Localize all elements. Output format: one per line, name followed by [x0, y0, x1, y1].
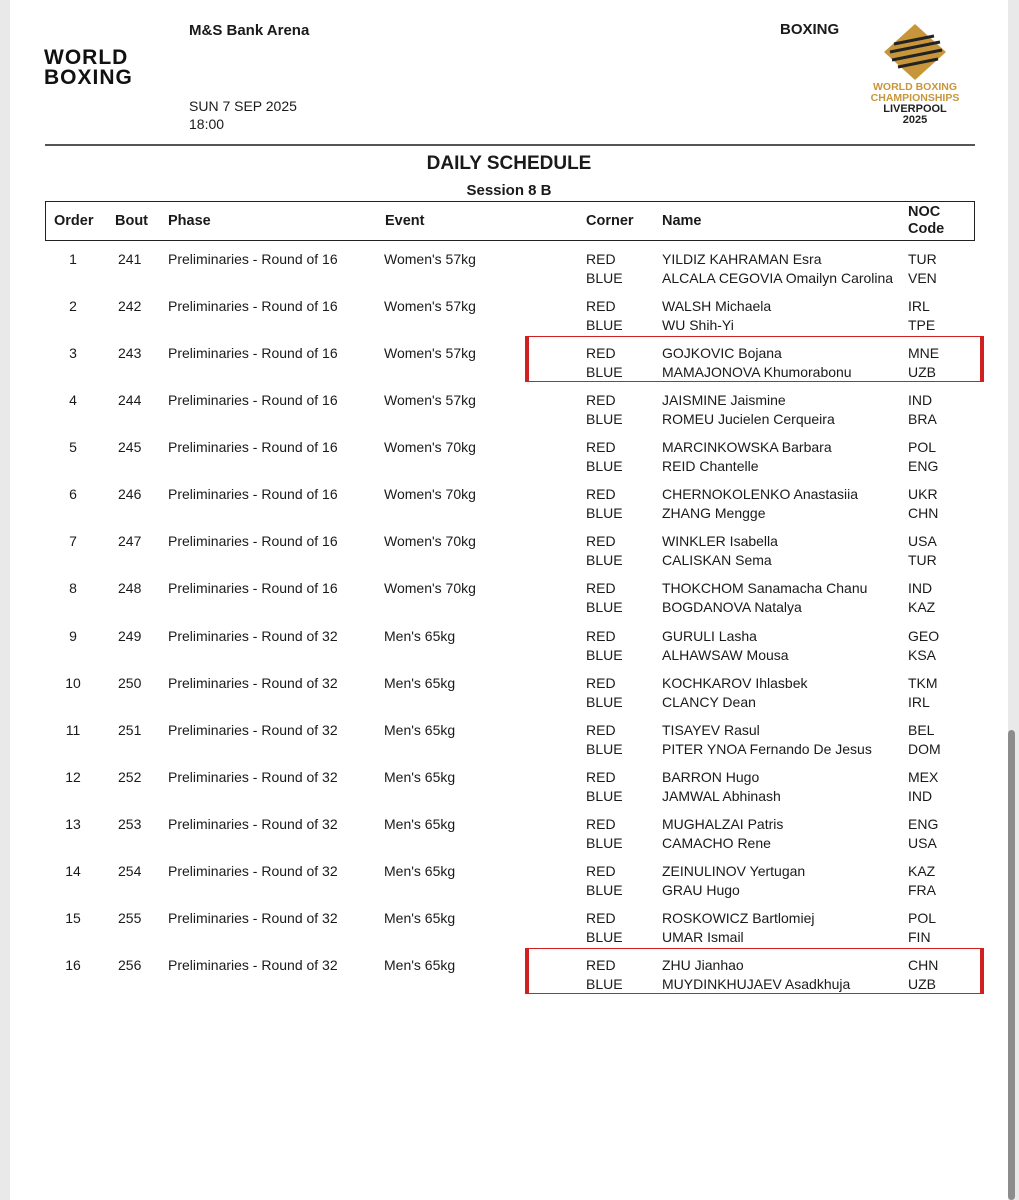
cell-red-corner: RED	[586, 674, 616, 691]
cell-order: 14	[65, 862, 81, 879]
cell-red-corner: RED	[586, 627, 616, 644]
event-time: 18:00	[189, 116, 225, 132]
highlight-box	[525, 336, 984, 382]
cell-blue-noc: CHN	[908, 505, 939, 522]
cell-blue-corner: BLUE	[586, 693, 623, 710]
cell-bout: 247	[118, 533, 142, 550]
event-date: SUN 7 SEP 2025	[189, 98, 297, 114]
schedule-page	[10, 0, 1008, 1200]
col-bout: Bout	[115, 213, 149, 229]
cell-phase: Preliminaries - Round of 16	[168, 580, 338, 597]
cell-blue-corner: BLUE	[586, 458, 623, 475]
cell-event: Women's 57kg	[384, 392, 476, 409]
cell-bout: 243	[118, 345, 142, 362]
cell-bout: 251	[118, 721, 142, 738]
cell-event: Women's 70kg	[384, 486, 476, 503]
cell-red-noc: IND	[908, 392, 933, 409]
cell-phase: Preliminaries - Round of 16	[168, 298, 338, 315]
cell-blue-noc: IRL	[908, 693, 930, 710]
cell-phase: Preliminaries - Round of 16	[168, 439, 338, 456]
cell-blue-name: CALISKAN Sema	[662, 552, 772, 569]
championship-year: 2025	[902, 114, 928, 126]
cell-red-name: THOKCHOM Sanamacha Chanu	[662, 580, 868, 597]
cell-order: 6	[69, 486, 77, 503]
cell-order: 5	[69, 439, 77, 456]
cell-blue-name: CAMACHO Rene	[662, 834, 771, 851]
cell-red-corner: RED	[586, 909, 616, 926]
cell-bout: 250	[118, 674, 142, 691]
cell-phase: Preliminaries - Round of 32	[168, 721, 338, 738]
col-noc-code: Code	[908, 221, 945, 237]
cell-event: Women's 57kg	[384, 251, 476, 267]
cell-order: 15	[65, 909, 81, 926]
championship-line-1: WORLD BOXING	[873, 81, 957, 93]
cell-red-name: JAISMINE Jaismine	[662, 392, 786, 409]
cell-event: Men's 65kg	[384, 862, 456, 879]
cell-red-noc: IND	[908, 580, 933, 597]
logo-line-1: WORLD	[44, 46, 129, 69]
cell-bout: 248	[118, 580, 142, 597]
cell-blue-corner: BLUE	[586, 928, 623, 945]
cell-red-name: GOJKOVIC Bojana	[662, 345, 782, 362]
cell-red-noc: IRL	[908, 298, 930, 315]
cell-blue-noc: FRA	[908, 881, 936, 898]
cell-red-corner: RED	[586, 768, 616, 785]
cell-event: Women's 70kg	[384, 533, 476, 550]
cell-phase: Preliminaries - Round of 32	[168, 768, 338, 785]
cell-blue-name: MUYDINKHUJAEV Asadkhuja	[662, 976, 851, 993]
championship-line-2: CHAMPIONSHIPS	[870, 92, 960, 104]
cell-blue-corner: BLUE	[586, 317, 623, 334]
col-order: Order	[54, 213, 94, 229]
championship-emblem-icon	[860, 22, 970, 82]
highlight-box	[525, 948, 984, 994]
cell-blue-noc: USA	[908, 834, 937, 851]
cell-blue-noc: KAZ	[908, 599, 936, 616]
cell-red-corner: RED	[586, 298, 616, 315]
cell-order: 4	[69, 392, 77, 409]
cell-bout: 245	[118, 439, 142, 456]
cell-phase: Preliminaries - Round of 32	[168, 627, 338, 644]
cell-red-noc: GEO	[908, 627, 940, 644]
cell-order: 3	[69, 345, 77, 362]
cell-red-name: TISAYEV Rasul	[662, 721, 760, 738]
cell-blue-name: GRAU Hugo	[662, 881, 740, 898]
cell-event: Men's 65kg	[384, 768, 456, 785]
cell-phase: Preliminaries - Round of 16	[168, 486, 338, 503]
cell-order: 8	[69, 580, 77, 597]
cell-red-noc: MEX	[908, 768, 939, 785]
cell-phase: Preliminaries - Round of 16	[168, 392, 338, 409]
cell-phase: Preliminaries - Round of 32	[168, 862, 338, 879]
cell-blue-name: CLANCY Dean	[662, 693, 756, 710]
championship-title	[860, 82, 970, 104]
cell-blue-corner: BLUE	[586, 505, 623, 522]
cell-blue-name: WU Shih-Yi	[662, 317, 734, 334]
cell-order: 1	[69, 251, 77, 267]
cell-blue-corner: BLUE	[586, 834, 623, 851]
cell-red-corner: RED	[586, 486, 616, 503]
cell-blue-noc: TPE	[908, 317, 936, 334]
cell-red-noc: TUR	[908, 251, 937, 267]
cell-red-corner: RED	[586, 957, 616, 974]
col-phase: Phase	[168, 213, 211, 229]
cell-bout: 254	[118, 862, 142, 879]
cell-phase: Preliminaries - Round of 16	[168, 251, 338, 267]
cell-order: 13	[65, 815, 81, 832]
col-corner: Corner	[586, 213, 634, 229]
cell-bout: 256	[118, 957, 142, 974]
session-label: Session 8 B	[466, 182, 552, 199]
cell-blue-noc: TUR	[908, 552, 937, 569]
cell-red-corner: RED	[586, 862, 616, 879]
cell-blue-name: ALHAWSAW Mousa	[662, 646, 789, 663]
cell-red-corner: RED	[586, 815, 616, 832]
cell-blue-corner: BLUE	[586, 740, 623, 757]
cell-event: Men's 65kg	[384, 909, 456, 926]
cell-red-name: ROSKOWICZ Bartlomiej	[662, 909, 815, 926]
cell-event: Men's 65kg	[384, 674, 456, 691]
cell-red-name: CHERNOKOLENKO Anastasiia	[662, 486, 859, 503]
cell-phase: Preliminaries - Round of 16	[168, 533, 338, 550]
championship-logo	[860, 22, 970, 132]
cell-bout: 241	[118, 251, 142, 267]
cell-red-name: WINKLER Isabella	[662, 533, 778, 550]
cell-event: Women's 70kg	[384, 580, 476, 597]
cell-blue-noc: UZB	[908, 364, 936, 381]
cell-order: 2	[69, 298, 77, 315]
cell-blue-corner: BLUE	[586, 787, 623, 804]
cell-red-name: KOCHKAROV Ihlasbek	[662, 674, 808, 691]
cell-blue-noc: VEN	[908, 270, 937, 286]
cell-blue-corner: BLUE	[586, 552, 623, 569]
cell-blue-name: ALCALA CEGOVIA Omailyn Carolina	[662, 270, 894, 286]
cell-bout: 244	[118, 392, 142, 409]
cell-blue-noc: BRA	[908, 411, 937, 428]
cell-bout: 242	[118, 298, 142, 315]
cell-red-corner: RED	[586, 721, 616, 738]
cell-red-name: BARRON Hugo	[662, 768, 760, 785]
cell-blue-corner: BLUE	[586, 270, 623, 286]
cell-bout: 246	[118, 486, 142, 503]
cell-red-name: ZHU Jianhao	[662, 957, 744, 974]
cell-event: Men's 65kg	[384, 815, 456, 832]
cell-blue-corner: BLUE	[586, 411, 623, 428]
cell-blue-name: BOGDANOVA Natalya	[662, 599, 802, 616]
cell-red-corner: RED	[586, 439, 616, 456]
cell-red-name: MUGHALZAI Patris	[662, 815, 784, 832]
cell-red-corner: RED	[586, 580, 616, 597]
cell-blue-noc: KSA	[908, 646, 937, 663]
cell-blue-name: PITER YNOA Fernando De Jesus	[662, 740, 872, 757]
cell-red-noc: TKM	[908, 674, 938, 691]
cell-blue-noc: IND	[908, 787, 933, 804]
cell-blue-noc: FIN	[908, 928, 931, 945]
cell-blue-noc: UZB	[908, 976, 936, 993]
cell-red-noc: MNE	[908, 345, 940, 362]
table-header	[45, 201, 975, 241]
cell-red-noc: POL	[908, 909, 937, 926]
cell-order: 7	[69, 533, 77, 550]
cell-red-corner: RED	[586, 345, 616, 362]
championship-city: LIVERPOOL	[883, 103, 947, 115]
cell-red-noc: USA	[908, 533, 937, 550]
cell-event: Women's 57kg	[384, 345, 476, 362]
cell-blue-name: REID Chantelle	[662, 458, 759, 475]
cell-event: Women's 70kg	[384, 439, 476, 456]
cell-event: Men's 65kg	[384, 721, 456, 738]
cell-red-name: MARCINKOWSKA Barbara	[662, 439, 832, 456]
cell-blue-name: MAMAJONOVA Khumorabonu	[662, 364, 852, 381]
col-noc: NOC	[908, 204, 941, 220]
cell-red-noc: BEL	[908, 721, 935, 738]
header-divider	[45, 144, 975, 146]
cell-order: 9	[69, 627, 77, 644]
cell-red-name: YILDIZ KAHRAMAN Esra	[662, 251, 822, 267]
cell-phase: Preliminaries - Round of 32	[168, 909, 338, 926]
cell-blue-noc: DOM	[908, 740, 941, 757]
cell-event: Men's 65kg	[384, 957, 456, 974]
cell-phase: Preliminaries - Round of 16	[168, 345, 338, 362]
cell-phase: Preliminaries - Round of 32	[168, 674, 338, 691]
cell-phase: Preliminaries - Round of 32	[168, 957, 338, 974]
cell-red-name: WALSH Michaela	[662, 298, 772, 315]
cell-bout: 249	[118, 627, 142, 644]
cell-order: 12	[65, 768, 81, 785]
cell-event: Men's 65kg	[384, 627, 456, 644]
cell-event: Women's 57kg	[384, 298, 476, 315]
page-title: DAILY SCHEDULE	[426, 153, 592, 174]
cell-blue-corner: BLUE	[586, 364, 623, 381]
cell-order: 11	[65, 721, 81, 738]
cell-blue-corner: BLUE	[586, 881, 623, 898]
col-event: Event	[385, 213, 425, 229]
logo-line-2: BOXING	[44, 66, 133, 89]
cell-blue-corner: BLUE	[586, 646, 623, 663]
cell-red-name: GURULI Lasha	[662, 627, 757, 644]
cell-blue-name: ZHANG Mengge	[662, 505, 766, 522]
world-boxing-logo	[44, 48, 184, 92]
cell-blue-corner: BLUE	[586, 976, 623, 993]
cell-red-noc: UKR	[908, 486, 938, 503]
cell-red-noc: KAZ	[908, 862, 936, 879]
col-name: Name	[662, 213, 702, 229]
cell-red-noc: CHN	[908, 957, 939, 974]
cell-bout: 253	[118, 815, 142, 832]
championship-location	[860, 104, 970, 126]
cell-red-noc: ENG	[908, 815, 939, 832]
sport-label: BOXING	[780, 21, 840, 38]
cell-blue-name: ROMEU Jucielen Cerqueira	[662, 411, 835, 428]
cell-bout: 252	[118, 768, 142, 785]
cell-order: 16	[65, 957, 81, 974]
cell-red-name: ZEINULINOV Yertugan	[662, 862, 806, 879]
cell-red-corner: RED	[586, 251, 616, 267]
cell-red-corner: RED	[586, 533, 616, 550]
venue-name: M&S Bank Arena	[189, 22, 310, 39]
cell-blue-noc: ENG	[908, 458, 939, 475]
cell-red-noc: POL	[908, 439, 937, 456]
cell-bout: 255	[118, 909, 142, 926]
cell-blue-corner: BLUE	[586, 599, 623, 616]
cell-phase: Preliminaries - Round of 32	[168, 815, 338, 832]
cell-blue-name: JAMWAL Abhinash	[662, 787, 781, 804]
cell-red-corner: RED	[586, 392, 616, 409]
scrollbar[interactable]	[1008, 730, 1015, 1200]
cell-blue-name: UMAR Ismail	[662, 928, 744, 945]
cell-order: 10	[65, 674, 81, 691]
